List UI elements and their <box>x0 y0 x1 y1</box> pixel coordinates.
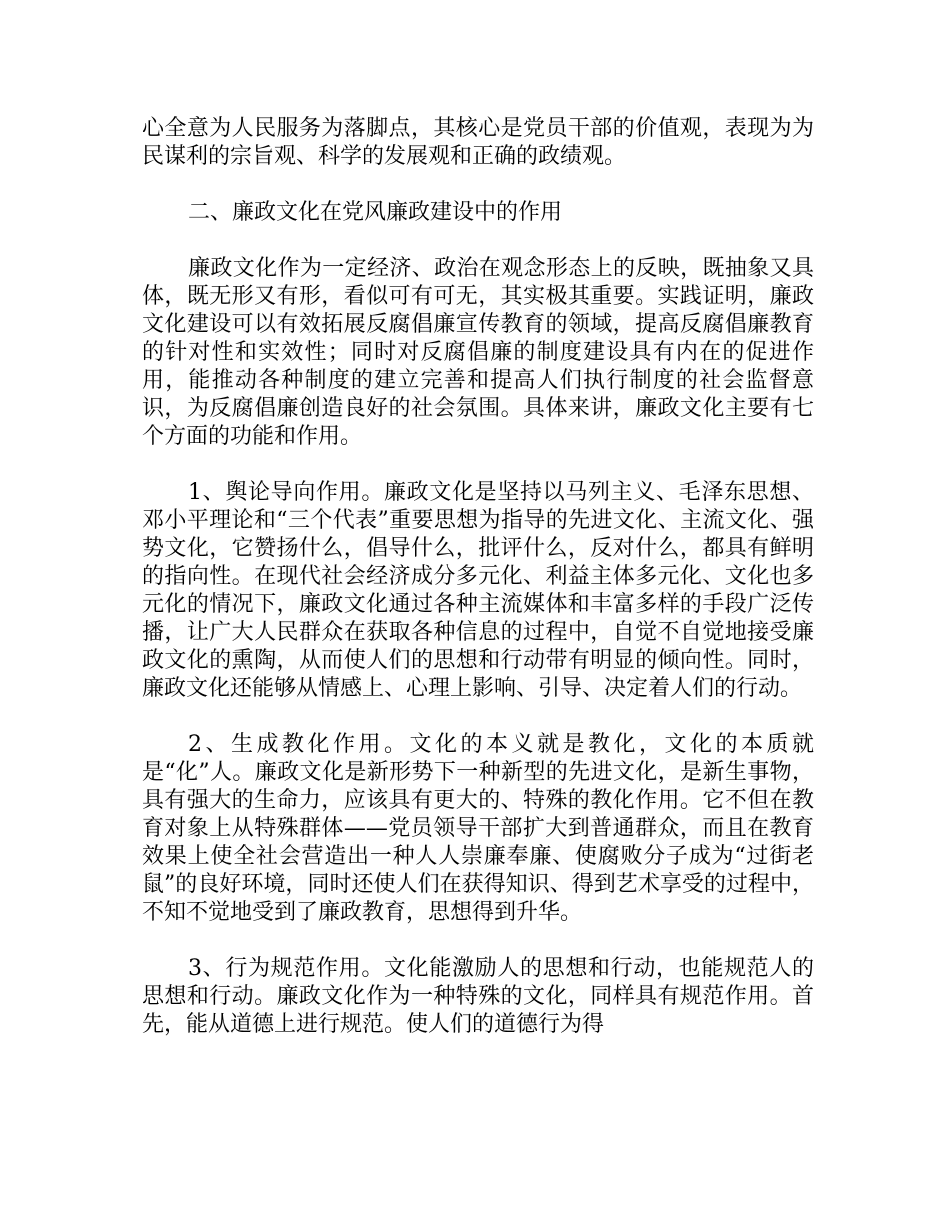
paragraph-item-2: 2、生成教化作用。文化的本义就是教化，文化的本质就是“化”人。廉政文化是新形势下一种新型的先进文化，是新生事物，具有强大的生命力，应该具有更大的、特殊的教化作用。它不但在教育对象上从特殊群体——党员领导干部扩大到普通群众，而且在教育效果上使全社会营造出一种人人崇廉奉廉、使腐败分子成为“过街老鼠”的良好环境，同时还使人们在获得知识、得到艺术享受的过程中，不知不觉地受到了廉政教育，思想得到升华。 <box>142 732 814 925</box>
paragraph-continuation: 心全意为人民服务为落脚点，其核心是党员干部的价值观，表现为为民谋利的宗旨观、科学的发展观和正确的政绩观。 <box>142 116 814 169</box>
section-heading: 二、廉政文化在党风廉政建设中的作用 <box>188 200 563 225</box>
document-page <box>142 115 814 1039</box>
paragraph-item-3: 3、行为规范作用。文化能激励人的思想和行动，也能规范人的思想和行动。廉政文化作为一种特殊的文化，同样具有规范作用。首先，能从道德上进行规范。使人们的道德行为得 <box>142 956 814 1037</box>
paragraph-item-1: 1、舆论导向作用。廉政文化是坚持以马列主义、毛泽东思想、邓小平理论和“三个代表”重要思想为指导的先进文化、主流文化、强势文化，它赞扬什么，倡导什么，批评什么，反对什么，都具有鲜明的指向性。在现代社会经济成分多元化、利益主体多元化、文化也多元化的情况下，廉政文化通过各种主流媒体和丰富多样的手段广泛传播，让广大人民群众在获取各种信息的过程中，自觉不自觉地接受廉政文化的熏陶，从而使人们的思想和行动带有明显的倾向性。同时，廉政文化还能够从情感上、心理上影响、引导、决定着人们的行动。 <box>142 480 814 701</box>
paragraph-intro: 廉政文化作为一定经济、政治在观念形态上的反映，既抽象又具体，既无形又有形，看似可有可无，其实极其重要。实践证明，廉政文化建设可以有效拓展反腐倡廉宣传教育的领域，提高反腐倡廉教育的针对性和实效性；同时对反腐倡廉的制度建设具有内在的促进作用，能推动各种制度的建立完善和提高人们执行制度的社会监督意识，为反腐倡廉创造良好的社会氛围。具体来讲，廉政文化主要有七个方面的功能和作用。 <box>142 256 814 449</box>
